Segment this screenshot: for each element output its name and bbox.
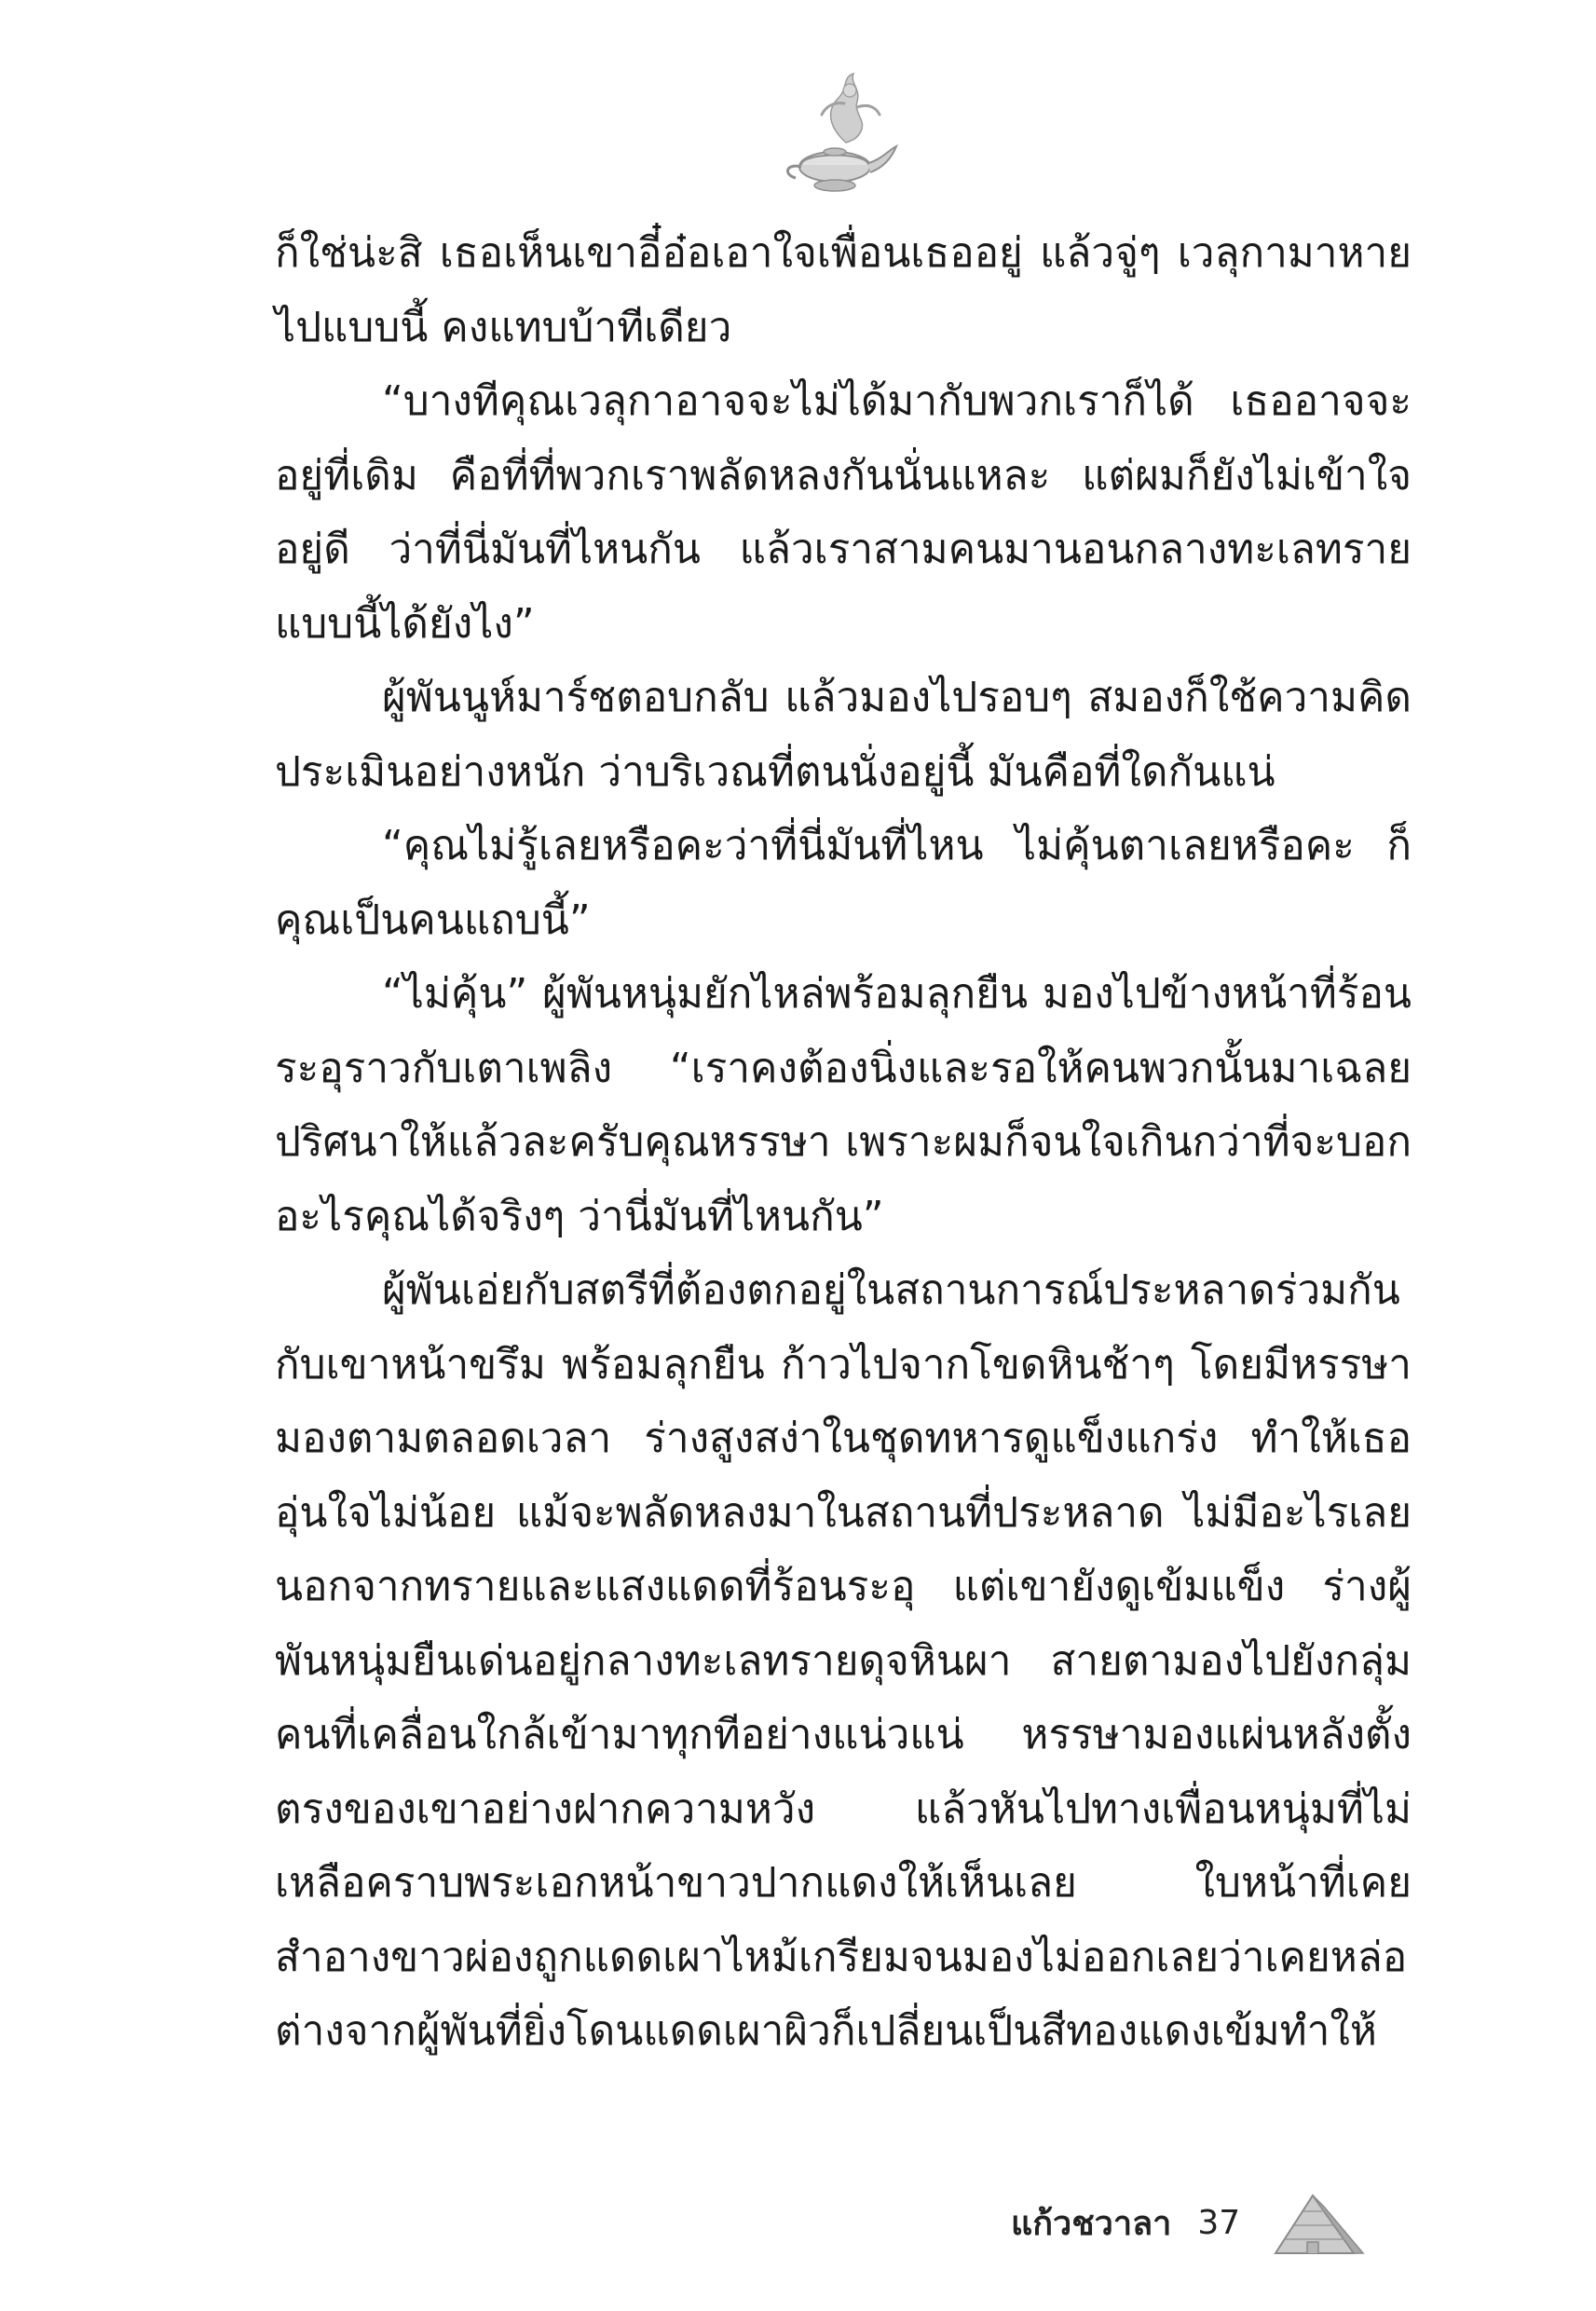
pyramid-icon [1266, 2188, 1369, 2258]
paragraph: ผู้พันเอ่ยกับสตรีที่ต้องตกอยู่ในสถานการณ์ประหลาดร่วมกันกับเขาหน้าขรึม พร้อมลุกยืน ก้าวไปจากโขดหินช้าๆ โดยมีหรรษามองตามตลอดเวลา ร่างสูงสง่าในชุดทหารดูแข็งแกร่ง ทำให้เธออุ่นใจไม่น้อย แม้จะพลัดหลงมาในสถานที่ประหลาด ไม่มีอะไรเลยนอกจากทรายและแสงแดดที่ร้อนระอุ แต่เขายังดูเข้มแข็ง ร่างผู้พันหนุ่มยืนเด่นอยู่กลางทะเลทรายดุจหินผา สายตามองไปยังกลุ่มคนที่เคลื่อนใกล้เข้ามาทุกทีอย่างแน่วแน่ หรรษามองแผ่นหลังตั้งตรงของเขาอย่างฝากความหวัง แล้วหันไปทางเพื่อนหนุ่มที่ไม่เหลือคราบพระเอกหน้าขาวปากแดงให้เห็นเลย ใบหน้าที่เคยสำอางขาวผ่องถูกแดดเผาไหม้เกรียมจนมองไม่ออกเลยว่าเคยหล่อต่างจากผู้พันที่ยิ่งโดนแดดเผาผิวก็เปลี่ยนเป็นสีทองแดงเข้มทำให้ [275, 1266, 1412, 2055]
genie-lamp-icon [764, 70, 904, 200]
page-number: 37 [1197, 2203, 1241, 2242]
paragraph: “ไม่คุ้น” ผู้พันหนุ่มยักไหล่พร้อมลุกยืน มองไปข้างหน้าที่ร้อนระอุราวกับเตาเพลิง “เราคงต้องนิ่งและรอให้คนพวกนั้นมาเฉลยปริศนาให้แล้วละครับคุณหรรษา เพราะผมก็จนใจเกินกว่าที่จะบอกอะไรคุณได้จริงๆ ว่านี่มันที่ไหนกัน” [275, 970, 1412, 1240]
paragraph: ผู้พันนูห์มาร์ชตอบกลับ แล้วมองไปรอบๆ สมองก็ใช้ความคิดประเมินอย่างหนัก ว่าบริเวณที่ตนนั่งอยู่นี้ มันคือที่ใดกันแน่ [275, 674, 1412, 796]
page-footer [1011, 2181, 1369, 2264]
paragraph: “คุณไม่รู้เลยหรือคะว่าที่นี่มันที่ไหน ไม่คุ้นตาเลยหรือคะ ก็คุณเป็นคนแถบนี้” [275, 822, 1412, 944]
paragraph: ก็ใช่น่ะสิ เธอเห็นเขาอี๋อ๋อเอาใจเพื่อนเธออยู่ แล้วจู่ๆ เวลุกามาหายไปแบบนี้ คงแทบบ้าทีเดียว [275, 229, 1412, 351]
book-title: แก้วชวาลา [1011, 2204, 1172, 2243]
body-text [275, 216, 1412, 2069]
paragraph: “บางทีคุณเวลุกาอาจจะไม่ได้มากับพวกเราก็ได้ เธออาจจะอยู่ที่เดิม คือที่ที่พวกเราพลัดหลงกันนั่นแหละ แต่ผมก็ยังไม่เข้าใจอยู่ดี ว่าที่นี่มันที่ไหนกัน แล้วเราสามคนมานอนกลางทะเลทรายแบบนี้ได้ยังไง” [275, 377, 1412, 648]
